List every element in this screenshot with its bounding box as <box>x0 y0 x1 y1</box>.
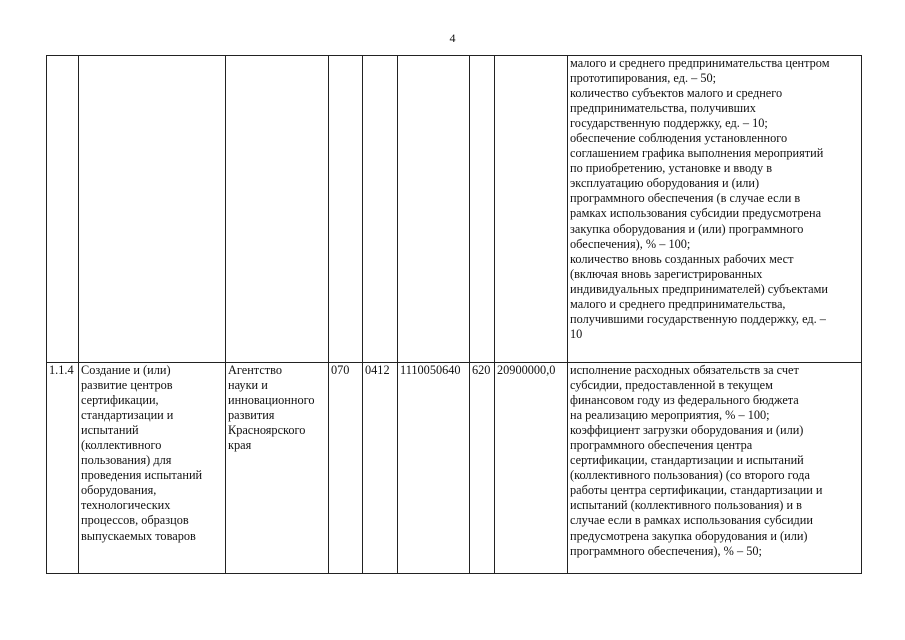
section-code-cell: 0412 <box>363 363 398 574</box>
expense-type-code-cell: 620 <box>470 363 495 574</box>
executor-cell <box>226 56 329 363</box>
section-code-cell <box>363 56 398 363</box>
expense-type-code-cell <box>470 56 495 363</box>
target-item-code-cell: 1110050640 <box>398 363 470 574</box>
amount-cell <box>495 56 568 363</box>
table-row <box>47 363 862 574</box>
expected-result-cell: исполнение расходных обязательств за счет субсидии, предоставленной в текущем финансовом году из федерального бюджета на реализацию мероприятия, % – 100; коэффициент загрузки оборудования и (или) программного обеспечения центра сертификации, стандартизации и испытаний (коллективного пользования) (со второго года работы центра сертификации, стандартизации и испытаний (коллективного пользования) и в случае если в рамках использования субсидии предусмотрена закупка оборудования и (или) программного обеспечения), % – 50; <box>568 363 862 574</box>
program-measures-table <box>46 55 862 574</box>
measure-name-cell: Создание и (или) развитие центров сертификации, стандартизации и испытаний (коллективного пользования) для проведения испытаний оборудования, технологических процессов, образцов выпускаемых товаров <box>79 363 226 574</box>
executor-cell: Агентство науки и инновационного развития Красноярского края <box>226 363 329 574</box>
grbs-code-cell: 070 <box>329 363 363 574</box>
table-row <box>47 56 862 363</box>
expected-result-cell: малого и среднего предпринимательства центром прототипирования, ед. – 50; количество субъектов малого и среднего предпринимательства, получивших государственную поддержку, ед. – 10; обеспечение соблюдения установленного соглашением графика выполнения мероприятий по приобретению, установке и вводу в эксплуатацию оборудования и (или) программного обеспечения (в случае если в рамках использования субсидии предусмотрена закупка оборудования и (или) программного обеспечения), % – 100; количество вновь созданных рабочих мест (включая вновь зарегистрированных индивидуальных предпринимателей) субъектами малого и среднего предпринимательства, получившими государственную поддержку, ед. – 10 <box>568 56 862 363</box>
measure-name-cell <box>79 56 226 363</box>
measure-number-cell: 1.1.4 <box>47 363 79 574</box>
grbs-code-cell <box>329 56 363 363</box>
measure-number-cell <box>47 56 79 363</box>
target-item-code-cell <box>398 56 470 363</box>
page-number: 4 <box>449 31 456 45</box>
amount-cell: 20900000,0 <box>495 363 568 574</box>
